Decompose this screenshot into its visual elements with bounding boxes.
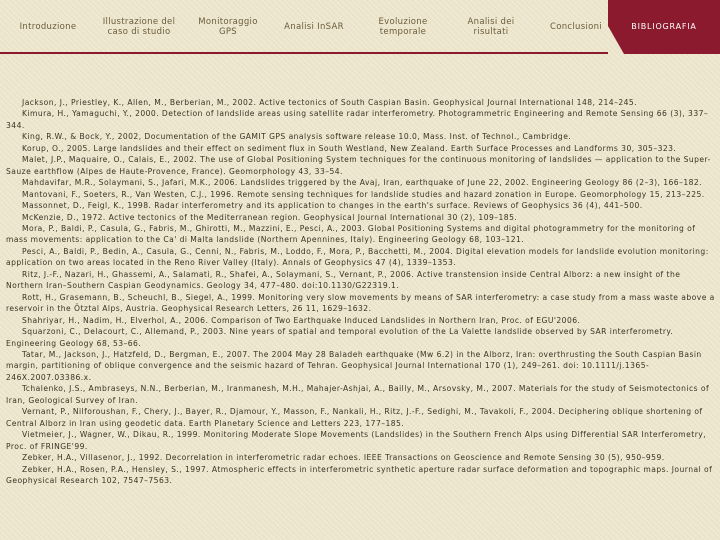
- tab-caso-di-studio[interactable]: [96, 0, 182, 54]
- tab-monitoraggio-gps[interactable]: [190, 0, 266, 54]
- tab-analisi-risultati[interactable]: [452, 0, 530, 54]
- reference-item: King, R.W., & Bock, Y., 2002, Documentation of the GAMIT GPS analysis software release 10.0, Mass. Inst. of Technol., Cambridge.: [22, 132, 572, 142]
- reference-item: Korup, O., 2005. Large landslides and their effect on sediment flux in South Westland, New Zealand. Earth Surface Processes and Landforms 30, 305–323.: [22, 143, 677, 153]
- tab-label: BIBLIOGRAFIA: [631, 22, 697, 31]
- reference-item: Malet, J.P., Maquaire, O., Calais, E., 2002. The use of Global Positioning System techniques for the continuous monitoring of landslides — application to the Super-Sauze earthflow (Alpes de Haute-Provence, France). Geomorphology 43, 33–54.: [6, 155, 711, 176]
- reference-item: Squarzoni, C., Delacourt, C., Allemand, P., 2003. Nine years of spatial and temporal evolution of the La Valette landslide observed by SAR interferometry. Engineering Geology 68, 53–66.: [6, 327, 674, 348]
- reference-item: Massonnet, D., Feigl, K., 1998. Radar interferometry and its application to changes in the earth's surface. Reviews of Geophysics 36 (4), 441–500.: [22, 201, 643, 211]
- reference-item: Zebker, H.A., Rosen, P.A., Hensley, S., 1997. Atmospheric effects in interferometric synthetic aperture radar surface deformation and topographic maps. Journal of Geophysical Research 102, 7547–7563.: [6, 464, 713, 485]
- tab-label: Introduzione: [19, 22, 77, 32]
- reference-item: Mora, P., Baldi, P., Casula, G., Fabris, M., Ghirotti, M., Mazzini, E., Pesci, A., 2003. Global Positioning Systems and digital photogrammetry for the monitoring of mass movements: application to the Ca' di Malta landslide (Northern Apennines, Italy). Engineering Geology 68, 103–121.: [6, 223, 696, 245]
- tab-label: Evoluzione temporale: [378, 17, 428, 37]
- reference-item: Kimura, H., Yamaguchi, Y., 2000. Detection of landslide areas using satellite radar interferometry. Photogrammetric Engineering and Remote Sensing 66 (3), 337–344.: [6, 109, 709, 130]
- reference-item: Mantovani, F., Soeters, R., Van Westen, C.J., 1996. Remote sensing techniques for landslide studies and hazard zonation in Europe. Geomorphology 15, 213–225.: [22, 189, 705, 199]
- tab-label: Illustrazione del caso di studio: [102, 17, 176, 37]
- reference-item: Vietmeier, J., Wagner, W., Dikau, R., 1999. Monitoring Moderate Slope Movements (Landslides) in the Southern French Alps using Differential SAR Interferometry, Proc. of FRINGE'99.: [6, 430, 707, 451]
- tab-introduzione[interactable]: [8, 0, 88, 54]
- tab-label: Analisi dei risultati: [467, 17, 515, 37]
- tab-bibliografia[interactable]: [608, 0, 720, 54]
- reference-item: Mahdavifar, M.R., Solaymani, S., Jafari, M.K., 2006. Landslides triggered by the Avaj, Iran, earthquake of June 22, 2002. Engineering Geology 86 (2–3), 166–182.: [22, 178, 703, 188]
- reference-item: Vernant, P., Nilforoushan, F., Chery, J., Bayer, R., Djamour, Y., Masson, F., Nankali, H., Ritz, J.-F., Sedighi, M., Tavakoli, F., 2004. Deciphering oblique shortening of Central Alborz in Iran using geodetic data. Earth Planetary Science and Letters 223, 177–185.: [6, 407, 703, 428]
- reference-item: Pesci, A., Baldi, P., Bedin, A., Casula, G., Cenni, N., Fabris, M., Loddo, F., Mora, P., Bacchetti, M., 2004. Digital elevation models for landslide evolution monitoring: application on two areas located in the Reno River Valley (Italy). Annals of Geophysics 47 (4), 1339–1353.: [6, 246, 709, 268]
- tab-evoluzione-temporale[interactable]: [360, 0, 446, 54]
- navigation-bar: [0, 0, 720, 54]
- reference-item: Shahriyar, H., Nadim, H., Elverhol, A., 2006. Comparison of Two Earthquake Induced Landslides in Northern Iran, Proc. of EGU'2006.: [22, 315, 581, 325]
- reference-item: McKenzie, D., 1972. Active tectonics of the Mediterranean region. Geophysical Journal International 30 (2), 109–185.: [22, 212, 518, 222]
- reference-item: Jackson, J., Priestley, K., Allen, M., Berberian, M., 2002. Active tectonics of South Caspian Basin. Geophysical Journal International 148, 214–245.: [22, 98, 638, 107]
- tab-label: Analisi InSAR: [284, 22, 344, 32]
- reference-item: Tatar, M., Jackson, J., Hatzfeld, D., Bergman, E., 2007. The 2004 May 28 Baladeh earthquake (Mw 6.2) in the Alborz, Iran: overthrusting the South Caspian Basin margin, partitioning of oblique convergence and the seismic hazard of Tehran. Geophysical Journal International 170 (1), 249–261. doi: 10.1111/j.1365-246X.2007.03386.x.: [6, 349, 702, 382]
- reference-item: Ritz, J.-F., Nazari, H., Ghassemi, A., Salamati, R., Shafei, A., Solaymani, S., Vernant, P., 2006. Active transtension inside Central Alborz: a new insight of the Northern Iran–Southern Caspian Geodynamics. Geology 34, 477–480. doi:10.1130/G22319.1.: [6, 269, 681, 291]
- tab-label: Conclusioni: [550, 22, 602, 32]
- reference-item: Rott, H., Grasemann, B., Scheuchl, B., Siegel, A., 1999. Monitoring very slow movements by means of SAR interferometry: a case study from a mass waste above a reservoir in the Ötztal Alps, Austria. Geophysical Research Letters, 26 11, 1629–1632.: [6, 292, 715, 314]
- tab-label: Monitoraggio GPS: [198, 17, 258, 37]
- reference-item: Zebker, H.A., Villasenor, J., 1992. Decorrelation in interferometric radar echoes. IEEE Transactions on Geoscience and Remote Sensing 30 (5), 950–959.: [22, 453, 665, 463]
- tab-analisi-insar[interactable]: [274, 0, 354, 54]
- tab-conclusioni[interactable]: [536, 0, 616, 54]
- reference-item: Tchalenko, J.S., Ambraseys, N.N., Berberian, M., Iranmanesh, M.H., Mahajer-Ashjai, A., Bailly, M., Arsovsky, M., 2007. Materials for the study of Seismotectonics of Iran, Geological Survey of Iran.: [6, 384, 710, 405]
- bibliography-list: [6, 97, 716, 486]
- nav-divider: [0, 52, 608, 54]
